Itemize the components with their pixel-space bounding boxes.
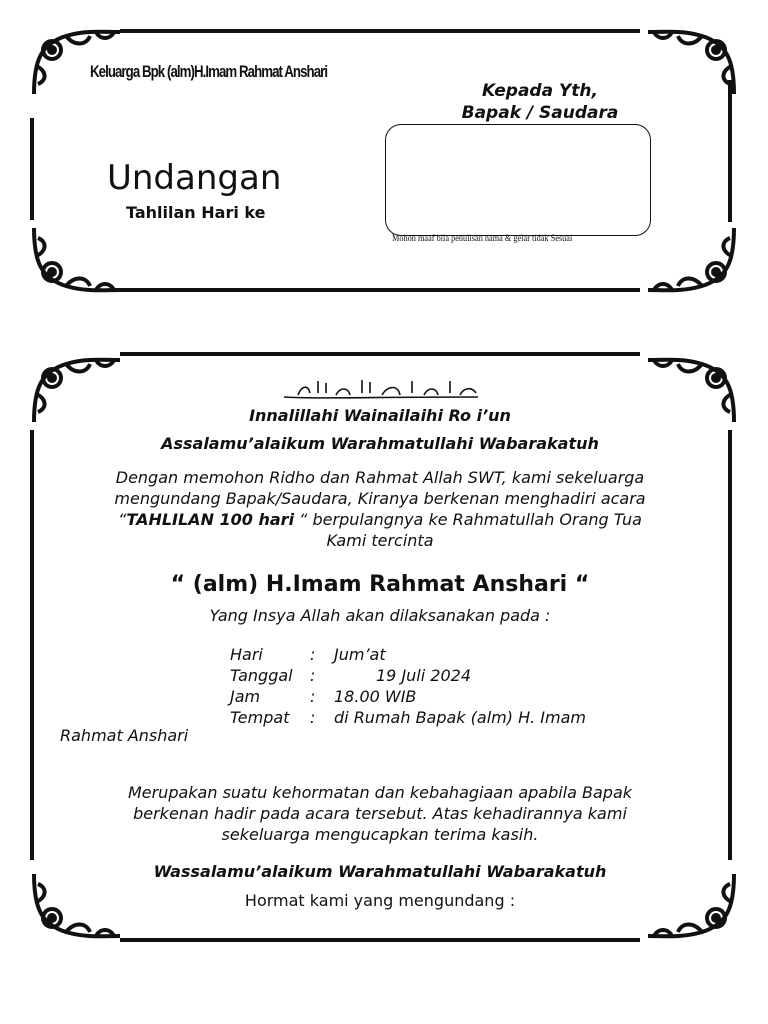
detail-colon: : [310, 708, 316, 727]
detail-label: Tanggal [230, 666, 293, 685]
ornament-corner-icon [26, 220, 126, 300]
detail-row-jam [230, 686, 416, 707]
top-border-bottom [120, 288, 640, 292]
detail-value: 19 Juli 2024 [376, 666, 471, 685]
ornament-corner-icon [642, 220, 742, 300]
envelope-subtitle: Tahlilan Hari ke [126, 203, 266, 222]
schedule-intro: Yang Insya Allah akan dilaksanakan pada : [209, 606, 551, 625]
closing-paragraph [55, 782, 705, 845]
top-border-top [120, 29, 640, 33]
quote-open: “ [118, 510, 127, 529]
top-border-left [30, 118, 34, 220]
detail-value: di Rumah Bapak (alm) H. Imam [334, 708, 586, 727]
paragraph-line: berkenan hadir pada acara tersebut. Atas kehadirannya kami [133, 804, 627, 823]
salam-opening: Assalamu’alaikum Warahmatullahi Wabarakatuh [161, 434, 599, 453]
detail-label: Tempat [230, 708, 290, 727]
kepada-line: Kepada Yth, [482, 81, 598, 101]
recipient-name-box [385, 124, 651, 236]
bismillah-calligraphy-icon [278, 375, 484, 403]
detail-row-hari [230, 644, 386, 665]
deceased-name: “ (alm) H.Imam Rahmat Anshari “ [170, 572, 590, 597]
bapak-saudara-line: Bapak / Saudara [461, 103, 619, 123]
event-name: TAHLILAN 100 hari [126, 510, 295, 529]
recipient-heading [400, 80, 680, 124]
paragraph-line [55, 509, 705, 530]
paragraph-text: “ berpulangnya ke Rahmatullah Orang Tua [294, 510, 642, 529]
envelope-title: Undangan [107, 158, 282, 198]
innalillahi-line: Innalillahi Wainailaihi Ro i’un [249, 406, 511, 425]
detail-colon: : [310, 645, 316, 664]
detail-row-tempat [230, 707, 586, 728]
card-border-left [30, 430, 34, 860]
family-title: Keluarga Bpk (alm)H.Imam Rahmat Anshari [90, 62, 328, 81]
apology-note: Mohon maaf bila penulisan nama & gelar tidak Sesuai [392, 233, 573, 243]
detail-tempat-continued: Rahmat Anshari [60, 726, 189, 745]
signature-intro: Hormat kami yang mengundang : [244, 891, 516, 910]
opening-paragraph [55, 467, 705, 551]
card-border-right [728, 430, 732, 860]
detail-row-tanggal [230, 665, 471, 686]
detail-value: 18.00 WIB [334, 687, 417, 706]
detail-label: Hari [230, 645, 263, 664]
card-border-bottom [120, 938, 640, 942]
detail-colon: : [310, 666, 316, 685]
detail-value: Jum’at [334, 645, 386, 664]
salam-closing: Wassalamu’alaikum Warahmatullahi Wabarakatuh [153, 862, 607, 881]
paragraph-line: Merupakan suatu kehormatan dan kebahagiaan apabila Bapak [127, 783, 633, 802]
paragraph-line: Dengan memohon Ridho dan Rahmat Allah SWT, kami sekeluarga [115, 468, 645, 487]
paragraph-line: Kami tercinta [326, 531, 434, 550]
detail-colon: : [310, 687, 316, 706]
card-border-top [120, 352, 640, 356]
paragraph-line: mengundang Bapak/Saudara, Kiranya berkenan menghadiri acara [114, 489, 646, 508]
detail-label: Jam [230, 687, 261, 706]
paragraph-line: sekeluarga mengucapkan terima kasih. [221, 825, 539, 844]
